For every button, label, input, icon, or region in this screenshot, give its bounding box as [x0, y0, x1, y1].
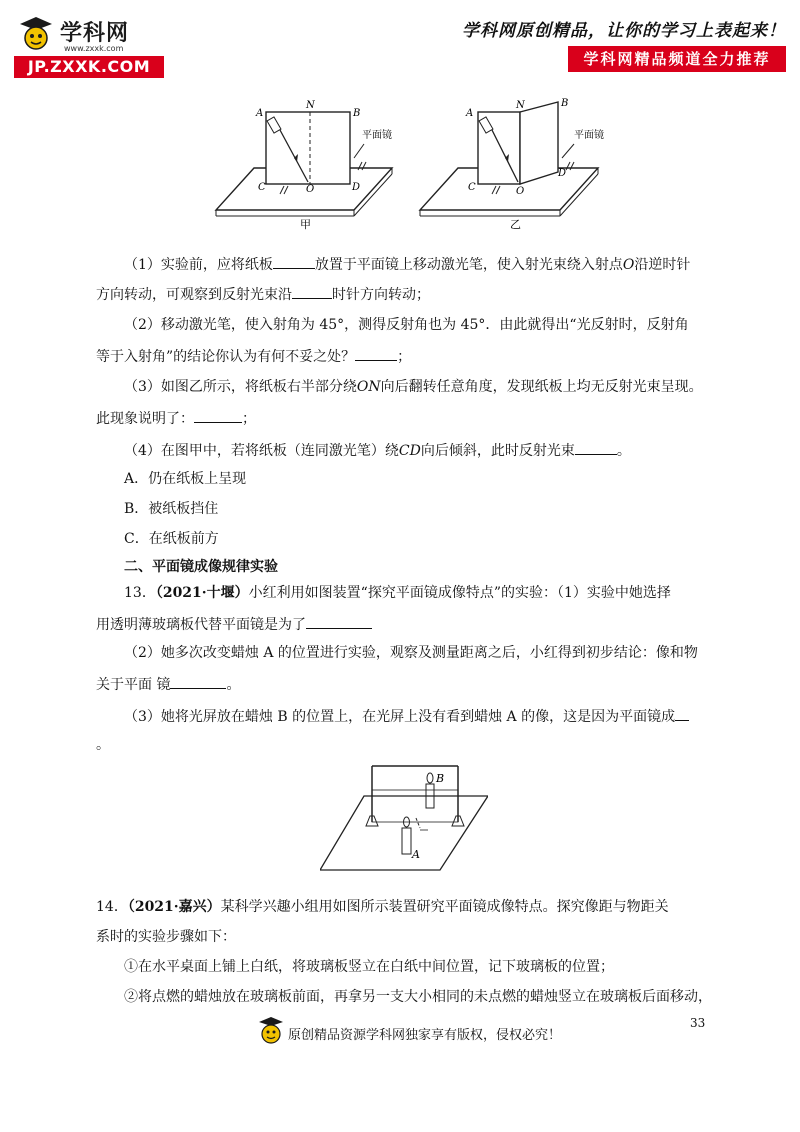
label-o: O: [306, 184, 315, 195]
label-b: B: [353, 108, 361, 119]
answer-blank[interactable]: [170, 674, 226, 689]
mascot-icon: [256, 1014, 286, 1048]
candle-experiment-diagram: [320, 760, 488, 872]
q12-part2-line2: 等于入射角”的结论你认为有何不妥之处？ ；: [96, 346, 411, 366]
figure-jia-diagram: [214, 98, 394, 230]
logo-subtitle: www.zxxk.com: [64, 44, 124, 53]
figure-caption: 乙: [510, 218, 521, 230]
section-heading: 二、平面镜成像规律实验: [124, 559, 278, 575]
figure-yi-diagram: [418, 96, 614, 230]
label-a: A: [466, 108, 474, 119]
label-a: A: [256, 108, 264, 119]
q13-line3: （2）她多次改变蜡烛 A 的位置进行实验，观察及测量距离之后，小红得到初步结论：像和物: [124, 645, 698, 661]
label-c: C: [258, 182, 266, 193]
logo-title: 学科网: [60, 21, 130, 46]
q12-part1-line2: 方向转动，可观察到反射光束沿 时针方向转动；: [96, 284, 430, 304]
label-mirror: 平面镜: [574, 130, 604, 141]
q13-line6: 。: [96, 737, 110, 753]
q12-part3-line1: （3）如图乙所示，将纸板右半部分绕ON向后翻转任意角度，发现纸板上均无反射光束呈现。: [124, 379, 703, 395]
answer-blank[interactable]: [194, 408, 242, 423]
q13-line4: 关于平面 镜 。: [96, 674, 240, 694]
header-slogan: 学科网原创精品，让你的学习上表起来！: [462, 21, 786, 41]
q13-line5: （3）她将光屏放在蜡烛 B 的位置上，在光屏上没有看到蜡烛 A 的像，这是因为平面镜成: [124, 706, 689, 726]
label-c: C: [468, 182, 476, 193]
q14-line1: 14．（2021·嘉兴）某科学兴趣小组用如图所示装置研究平面镜成像特点。探究像距与物距关: [96, 899, 669, 915]
q13-line1: 13．（2021·十堰）小红利用如图装置“探究平面镜成像特点”的实验：（1）实验中她选择: [124, 585, 671, 601]
label-n: N: [306, 100, 315, 111]
answer-blank[interactable]: [355, 346, 397, 361]
q14-line3: ①在水平桌面上铺上白纸，将玻璃板竖立在白纸中间位置，记下玻璃板的位置；: [124, 959, 614, 975]
label-b: B: [561, 98, 569, 109]
label-mirror: 平面镜: [362, 130, 392, 141]
figure-caption: 甲: [300, 218, 311, 230]
label-d: D: [352, 182, 361, 193]
footer-copyright: 原创精品资源学科网独家享有版权，侵权必究！: [288, 1028, 562, 1043]
label-n: N: [516, 100, 525, 111]
q12-part4-line1: （4）在图甲中，若将纸板（连同激光笔）绕CD向后倾斜，此时反射光束 。: [124, 440, 631, 460]
answer-blank[interactable]: [575, 440, 617, 455]
label-b: B: [436, 772, 445, 785]
label-a: A: [412, 848, 420, 861]
q12-part2-line1: （2）移动激光笔，使入射角为 45°，测得反射角也为 45°．由此就得出“光反射时，反射角: [124, 317, 689, 333]
q12-option-c[interactable]: C．在纸板前方: [124, 531, 219, 547]
answer-blank[interactable]: [273, 254, 315, 269]
q12-part3-line2: 此现象说明了： ；: [96, 408, 256, 428]
mascot-icon: [14, 14, 58, 56]
q13-line2: 用透明薄玻璃板代替平面镜是为了: [96, 614, 372, 634]
label-d: D: [558, 168, 567, 179]
page-number: 33: [690, 1016, 706, 1030]
label-o: O: [516, 186, 525, 197]
q14-line2: 系时的实验步骤如下：: [96, 929, 236, 945]
q12-part1-line1: （1）实验前，应将纸板 放置于平面镜上移动激光笔，使入射光束绕入射点O沿逆时针: [124, 254, 690, 274]
logo-url[interactable]: JP.ZXXK.COM: [14, 56, 164, 78]
q14-line4: ②将点燃的蜡烛放在玻璃板前面，再拿另一支大小相同的未点燃的蜡烛竖立在玻璃板后面移动，: [124, 989, 712, 1005]
answer-blank[interactable]: [675, 706, 689, 721]
header-banner: 学科网精品频道全力推荐: [568, 46, 786, 72]
q12-option-a[interactable]: A．仍在纸板上呈现: [124, 471, 247, 487]
brand-logo: [14, 14, 164, 76]
answer-blank[interactable]: [292, 284, 332, 299]
q12-option-b[interactable]: B．被纸板挡住: [124, 501, 219, 517]
answer-blank[interactable]: [306, 614, 372, 629]
